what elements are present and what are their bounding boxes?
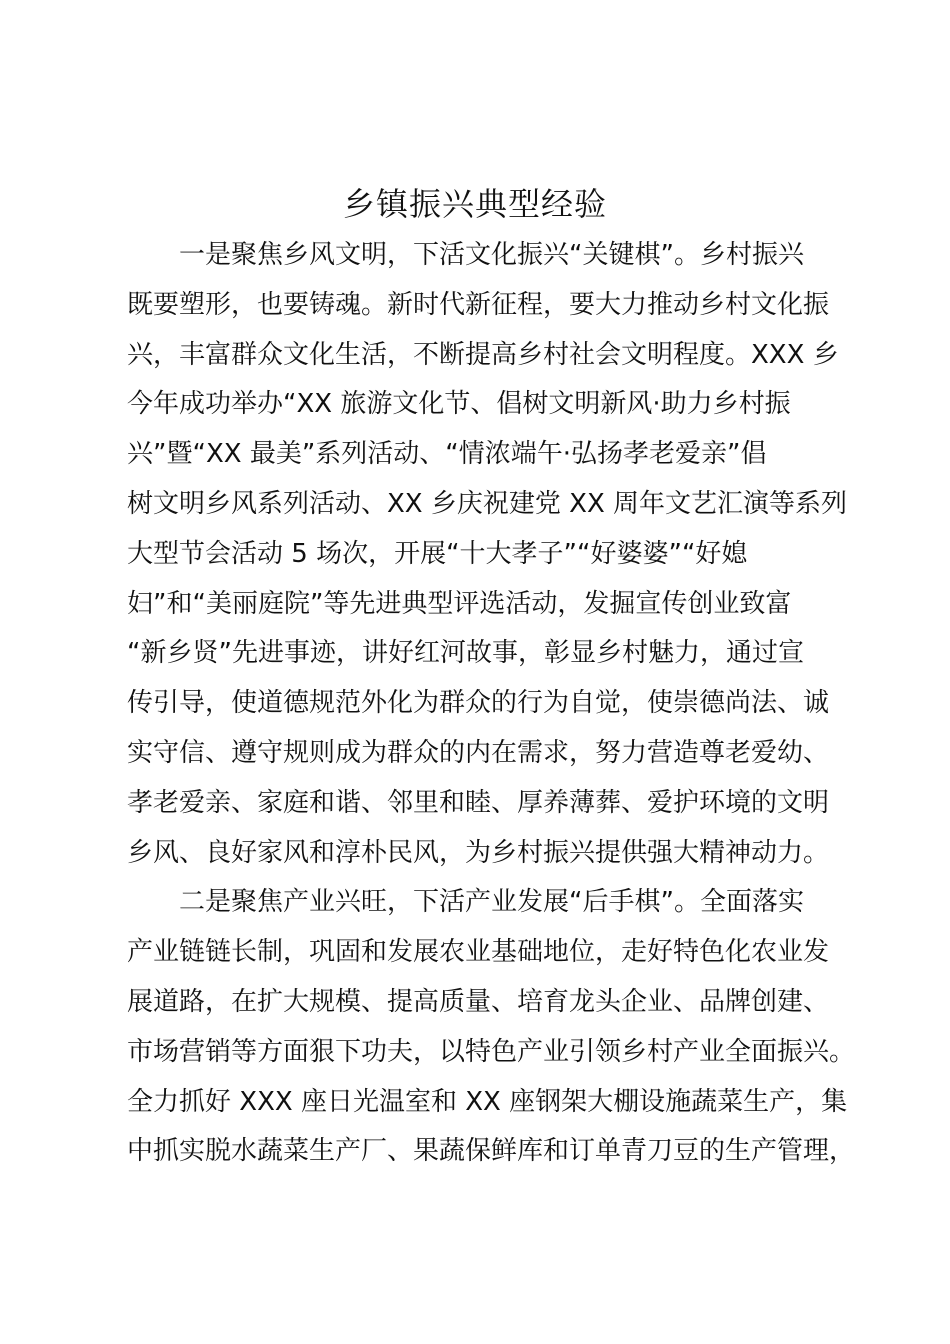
paragraph-1-line-7: 大型节会活动 5 场次，开展“十大孝子”“好婆婆”“好媳 <box>127 538 748 569</box>
paragraph-1-line-11: 实守信、遵守规则成为群众的内在需求，努力营造尊老爱幼、 <box>127 737 830 768</box>
paragraph-2-line-2: 产业链链长制，巩固和发展农业基础地位，走好特色化农业发 <box>127 937 830 968</box>
document-title: 乡镇振兴典型经验 <box>342 185 607 223</box>
document-body <box>127 231 856 1177</box>
paragraph-1-line-12: 孝老爱亲、家庭和谐、邻里和睦、厚养薄葬、爱护环境的文明 <box>127 787 830 818</box>
paragraph-1-line-3: 兴，丰富群众文化生活，不断提高乡村社会文明程度。XXX 乡 <box>127 339 839 370</box>
paragraph-1-line-2: 既要塑形，也要铸魂。新时代新征程，要大力推动乡村文化振 <box>127 289 830 320</box>
paragraph-2-line-1: 二是聚焦产业兴旺，下活产业发展“后手棋”。全面落实 <box>179 887 804 918</box>
paragraph-1-line-13: 乡风、良好家风和淳朴民风，为乡村振兴提供强大精神动力。 <box>127 837 830 868</box>
paragraph-1-line-6: 树文明乡风系列活动、XX 乡庆祝建党 XX 周年文艺汇演等系列 <box>127 488 848 519</box>
paragraph-2-line-4: 市场营销等方面狠下功夫，以特色产业引领乡村产业全面振兴。 <box>127 1036 856 1067</box>
paragraph-1-line-5: 兴”暨“XX 最美”系列活动、“情浓端午·弘扬孝老爱亲”倡 <box>127 439 767 470</box>
paragraph-1-line-10: 传引导，使道德规范外化为群众的行为自觉，使崇德尚法、诚 <box>127 688 830 719</box>
paragraph-2-line-5: 全力抓好 XXX 座日光温室和 XX 座钢架大棚设施蔬菜生产，集 <box>127 1086 848 1117</box>
paragraph-1-line-8: 妇”和“美丽庭院”等先进典型评选活动，发掘宣传创业致富 <box>127 588 792 619</box>
paragraph-2-line-6: 中抓实脱水蔬菜生产厂、果蔬保鲜库和订单青刀豆的生产管理， <box>127 1136 856 1167</box>
paragraph-1-line-9: “新乡贤”先进事迹，讲好红河故事，彰显乡村魅力，通过宣 <box>127 638 804 669</box>
paragraph-1-line-1: 一是聚焦乡风文明，下活文化振兴“关键棋”。乡村振兴 <box>179 240 804 270</box>
paragraph-2-line-3: 展道路，在扩大规模、提高质量、培育龙头企业、品牌创建、 <box>127 986 830 1017</box>
paragraph-1-line-4: 今年成功举办“XX 旅游文化节、倡树文明新风·助力乡村振 <box>127 389 791 420</box>
